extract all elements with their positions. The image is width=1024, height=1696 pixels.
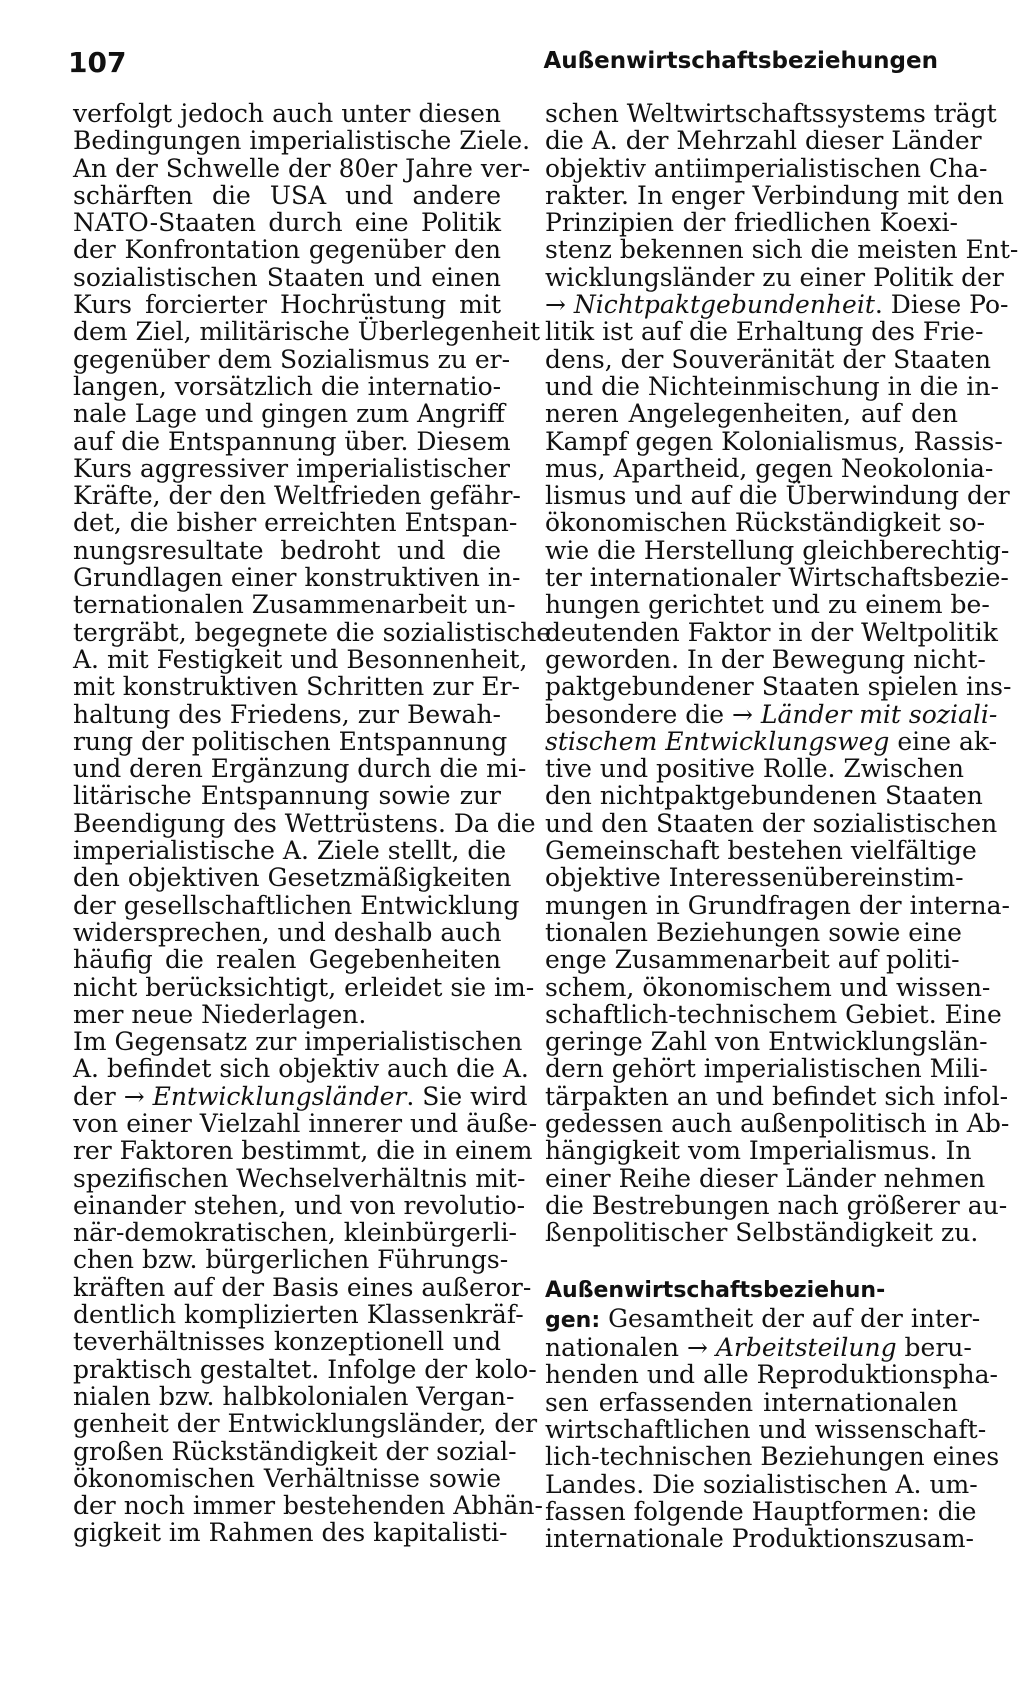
text-line: die A. der Mehrzahl dieser Länder <box>545 126 982 156</box>
text-line: mungen in Grundfragen der interna- <box>545 890 1010 920</box>
text-line: dentlich komplizierten Klassenkräf- <box>73 1300 524 1330</box>
cross-reference-arrow-icon: → <box>686 1333 708 1363</box>
text-line: einer Reihe dieser Länder nehmen <box>545 1163 986 1193</box>
text-line: Kurs aggressiver imperialistischer <box>73 453 510 483</box>
text-line: NATO-Staaten durch eine Politik <box>73 208 501 238</box>
text-line: rung der politischen Entspannung <box>73 726 508 756</box>
text-line: geringe Zahl von Entwicklungslän- <box>545 1027 988 1057</box>
text-line: Beendigung des Wettrüstens. Da die <box>73 808 536 838</box>
text-line: nicht berücksichtigt, erleidet sie im- <box>73 972 535 1002</box>
text-line: stenz bekennen sich die meisten Ent- <box>545 235 1019 265</box>
text-line: Gemeinschaft bestehen vielfältige <box>545 836 977 866</box>
text-line: ter internationaler Wirtschaftsbezie- <box>545 563 1009 593</box>
text-line: gedessen auch außenpolitisch in Ab- <box>545 1108 1010 1138</box>
text-line: auf die Entspannung über. Diesem <box>73 426 511 456</box>
cross-reference-term: Länder mit soziali- <box>760 699 998 729</box>
text-line: Kampf gegen Kolonialismus, Rassis- <box>545 426 1003 456</box>
text-line: schem, ökonomischem und wissen- <box>545 972 991 1002</box>
text-line: häufig die realen Gegebenheiten <box>73 945 501 975</box>
text-line: und die Nichteinmischung in die in- <box>545 371 999 401</box>
text-line: Landes. Die sozialistischen A. um- <box>545 1469 978 1499</box>
text-segment: der <box>73 1081 124 1111</box>
text-line: Prinzipien der friedlichen Koexi- <box>545 208 958 238</box>
cross-reference-arrow-icon: → <box>123 1081 145 1111</box>
text-line: A. mit Festigkeit und Besonnenheit, <box>73 644 528 674</box>
page-number: 107 <box>68 46 127 79</box>
text-line: ökonomischen Rückständigkeit so- <box>545 508 986 538</box>
text-line: tive und positive Rolle. Zwischen <box>545 754 964 784</box>
text-line: Grundlagen einer konstruktiven in- <box>73 563 521 593</box>
text-line <box>545 1303 981 1334</box>
paragraph-gap <box>545 1246 958 1275</box>
text-segment: Gesamtheit der auf der inter- <box>600 1303 981 1333</box>
text-line <box>545 1275 958 1304</box>
text-line <box>545 726 998 756</box>
cross-reference-term: Arbeitsteilung <box>715 1333 897 1363</box>
text-line: den objektiven Gesetzmäßigkeiten <box>73 863 512 893</box>
right-column <box>545 99 1019 1554</box>
text-line: Kräfte, der den Weltfrieden gefähr- <box>73 481 521 511</box>
text-line: dens, der Souveränität der Staaten <box>545 344 992 374</box>
text-line: der noch immer bestehenden Abhän- <box>73 1491 543 1521</box>
text-line: mit konstruktiven Schritten zur Er- <box>73 672 521 702</box>
cross-reference-term: Nichtpaktgebundenheit <box>573 290 875 320</box>
text-line: widersprechen, und deshalb auch <box>73 917 502 947</box>
text-line: schaftlich-technischem Gebiet. Eine <box>545 999 1002 1029</box>
text-line: mer neue Niederlagen. <box>73 999 367 1029</box>
text-line: langen, vorsätzlich die internatio- <box>73 371 502 401</box>
text-line: rakter. In enger Verbindung mit den <box>545 180 1004 210</box>
text-line: verfolgt jedoch auch unter diesen <box>73 99 501 128</box>
text-line: Bedingungen imperialistische Ziele. <box>73 126 531 156</box>
text-line: litik ist auf die Erhaltung des Frie- <box>545 317 984 347</box>
text-line: lismus und auf die Überwindung der <box>545 481 1010 511</box>
text-line: chen bzw. bürgerlichen Führungs- <box>73 1245 509 1275</box>
cross-reference-arrow-icon: → <box>732 699 753 729</box>
text-line: tionalen Beziehungen sowie eine <box>545 917 962 947</box>
page-header <box>68 46 938 86</box>
text-line: großen Rückständigkeit der sozial- <box>73 1436 517 1466</box>
text-line: kräften auf der Basis eines außeror- <box>73 1272 532 1302</box>
text-line: Im Gegensatz zur imperialistischen <box>73 1027 523 1057</box>
text-line: tärpakten an und befindet sich infol- <box>545 1081 1009 1111</box>
text-line: henden und alle Reproduktionspha- <box>545 1360 998 1390</box>
cross-reference-arrow-icon: → <box>545 290 566 320</box>
cross-reference-term: stischem Entwicklungsweg <box>545 726 890 756</box>
text-line <box>545 290 1009 320</box>
text-line: die Bestrebungen nach größerer au- <box>545 1190 1008 1220</box>
text-line: hungen gerichtet und zu einem be- <box>545 590 990 620</box>
text-segment: . Sie wird <box>406 1081 528 1111</box>
text-line: enge Zusammenarbeit auf politi- <box>545 945 960 975</box>
text-line: dem Ziel, militärische Überlegenheit <box>73 317 541 347</box>
text-line: der Konfrontation gegenüber den <box>73 235 501 265</box>
entry-headword: gen: <box>545 1307 601 1333</box>
text-line <box>545 1333 972 1363</box>
text-line: schen Weltwirtschaftssystems trägt <box>545 99 997 128</box>
text-line: sozialistischen Staaten und einen <box>73 262 501 292</box>
text-segment: eine ak- <box>889 726 998 756</box>
text-line: imperialistische A. Ziele stellt, die <box>73 836 507 866</box>
text-line: und den Staaten der sozialistischen <box>545 808 998 838</box>
text-line: när-demokratischen, kleinbürgerli- <box>73 1218 518 1248</box>
text-line: wie die Herstellung gleichberechtig- <box>545 535 1010 565</box>
text-line: genheit der Entwicklungsländer, der <box>73 1409 538 1439</box>
text-line: neren Angelegenheiten, auf den <box>545 399 958 429</box>
text-line: internationale Produktionszusam- <box>545 1524 974 1554</box>
text-line: gigkeit im Rahmen des kapitalisti- <box>73 1518 508 1548</box>
text-line: nungsresultate bedroht und die <box>73 535 501 565</box>
text-line: nale Lage und gingen zum Angriff <box>73 399 505 429</box>
text-line: praktisch gestaltet. Infolge der kolo- <box>73 1354 537 1384</box>
text-line: teverhältnisses konzeptionell und <box>73 1327 501 1357</box>
text-line: schärften die USA und andere <box>73 180 501 210</box>
text-line: litärische Entspannung sowie zur <box>73 781 501 811</box>
text-line: objektive Interessenübereinstim- <box>545 863 964 893</box>
entry-headword: Außenwirtschaftsbeziehun- <box>545 1278 886 1304</box>
text-line: Kurs forcierter Hochrüstung mit <box>73 290 501 320</box>
text-line: ternationalen Zusammenarbeit un- <box>73 590 516 620</box>
text-line: objektiv antiimperialistischen Cha- <box>545 153 988 183</box>
text-line: gegenüber dem Sozialismus zu er- <box>73 344 511 374</box>
text-segment: beru- <box>896 1333 972 1363</box>
text-line: einander stehen, und von revolutio- <box>73 1190 526 1220</box>
text-line: An der Schwelle der 80er Jahre ver- <box>73 153 531 183</box>
text-line: sen erfassenden internationalen <box>545 1387 958 1417</box>
text-line: A. befindet sich objektiv auch die A. <box>73 1054 529 1084</box>
text-line: ßenpolitischer Selbständigkeit zu. <box>545 1218 979 1248</box>
text-line: wirtschaftlichen und wissenschaft- <box>545 1414 987 1444</box>
text-line: rer Faktoren bestimmt, die in einem <box>73 1136 533 1166</box>
text-line: geworden. In der Bewegung nicht- <box>545 644 986 674</box>
text-line: spezifischen Wechselverhältnis mit- <box>73 1163 526 1193</box>
text-line: der gesellschaftlichen Entwicklung <box>73 890 520 920</box>
text-line: fassen folgende Hauptformen: die <box>545 1496 977 1526</box>
text-line: lich-technischen Beziehungen eines <box>545 1442 1000 1472</box>
text-line: wicklungsländer zu einer Politik der <box>545 262 1004 292</box>
cross-reference-term: Entwicklungsländer <box>152 1081 407 1111</box>
text-line: tergräbt, begegnete die sozialistische <box>73 617 552 647</box>
text-segment: nationalen <box>545 1333 687 1363</box>
text-line: dern gehört imperialistischen Mili- <box>545 1054 988 1084</box>
text-line: nialen bzw. halbkolonialen Vergan- <box>73 1381 515 1411</box>
text-line: hängigkeit vom Imperialismus. In <box>545 1136 972 1166</box>
running-head: Außenwirtschaftsbeziehungen <box>543 48 938 74</box>
text-line <box>545 699 998 729</box>
text-line: den nichtpaktgebundenen Staaten <box>545 781 983 811</box>
text-line: det, die bisher erreichten Entspan- <box>73 508 518 538</box>
text-line: deutenden Faktor in der Weltpolitik <box>545 617 998 647</box>
text-segment: besondere die <box>545 699 733 729</box>
text-line: und deren Ergänzung durch die mi- <box>73 754 527 784</box>
text-segment: . Diese Po- <box>874 290 1009 320</box>
text-line: mus, Apartheid, gegen Neokolonia- <box>545 453 994 483</box>
left-column <box>73 99 552 1548</box>
text-line <box>73 1081 528 1111</box>
text-line: ökonomischen Verhältnisse sowie <box>73 1463 501 1493</box>
text-line: von einer Vielzahl innerer und äuße- <box>73 1108 538 1138</box>
text-line: haltung des Friedens, zur Bewah- <box>73 699 501 729</box>
text-line: paktgebundener Staaten spielen ins- <box>545 672 1012 702</box>
